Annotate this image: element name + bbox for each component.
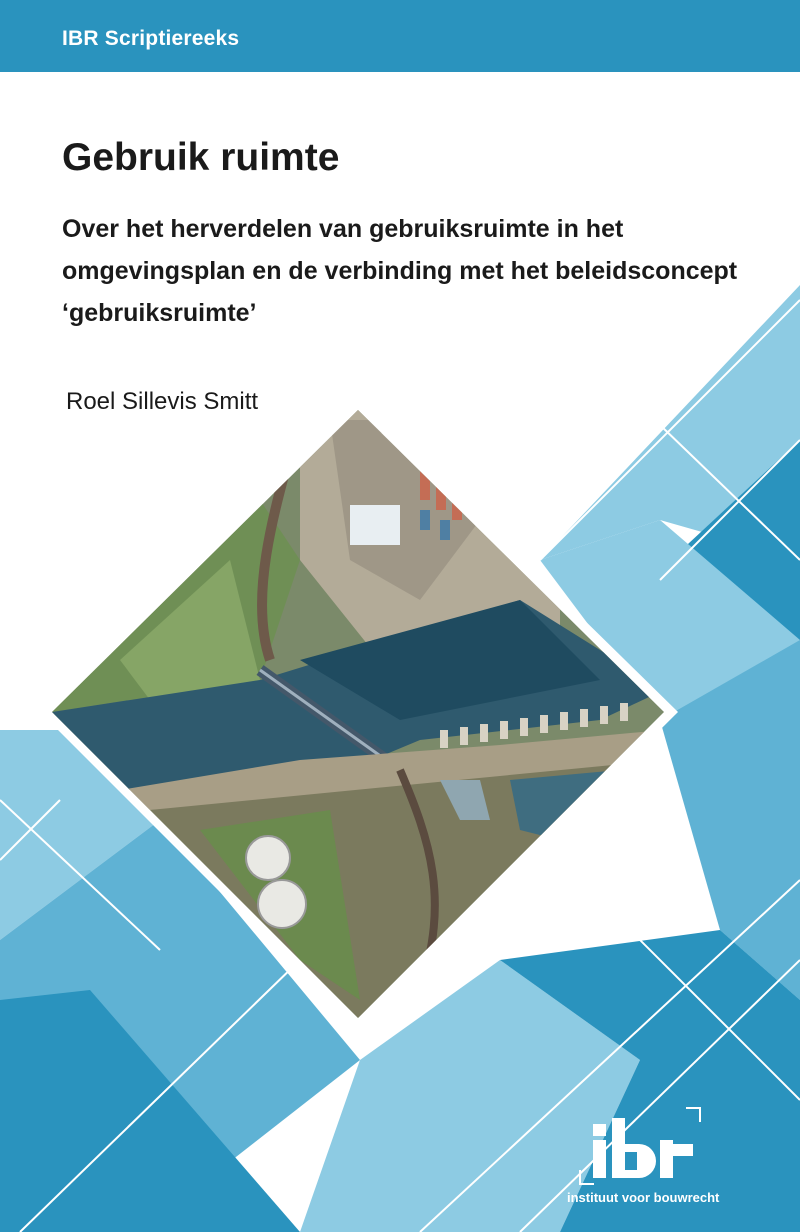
author-name: Roel Sillevis Smitt bbox=[66, 388, 259, 415]
page-title: Gebruik ruimte bbox=[62, 136, 340, 179]
series-label: IBR Scriptiereeks bbox=[62, 27, 240, 50]
subtitle: Over het herverdelen van gebruiksruimte in het omgevingsplan en de verbinding met het beleidsconcept ‘gebruiksruimte’ bbox=[62, 215, 738, 327]
publisher-name: instituut voor bouwrecht bbox=[567, 1190, 720, 1205]
